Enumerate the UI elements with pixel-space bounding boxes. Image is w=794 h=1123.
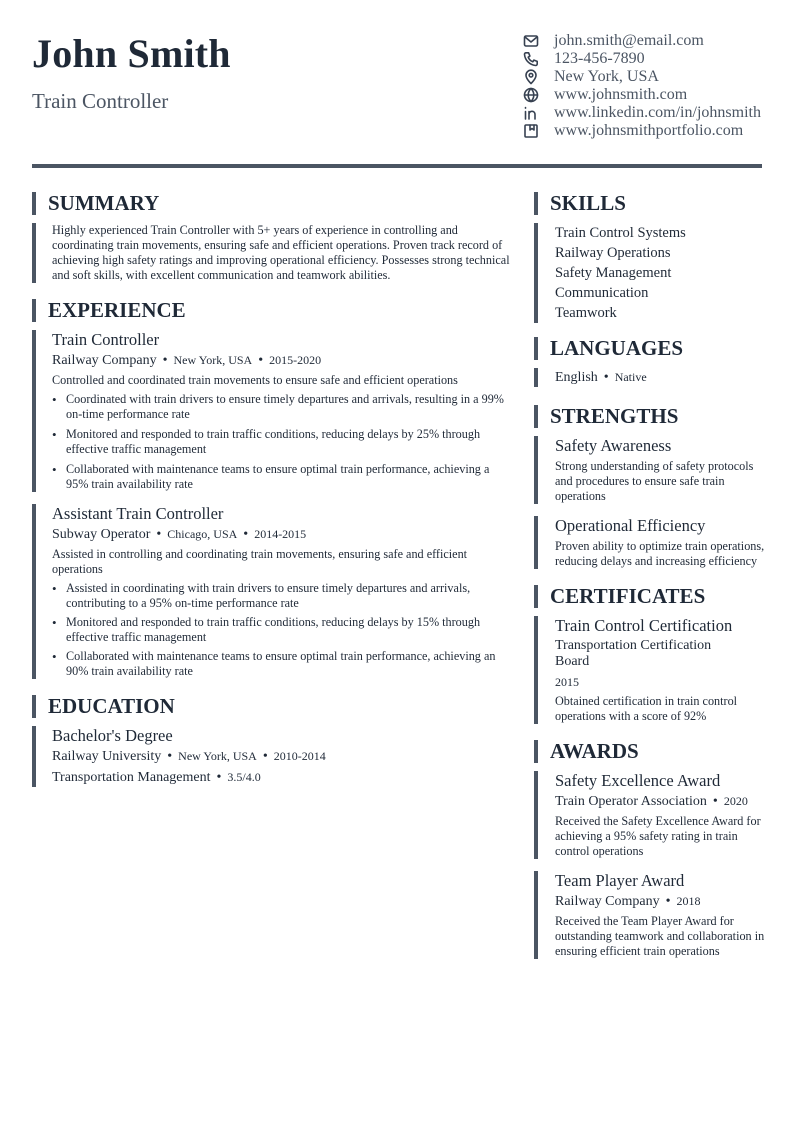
- portfolio-icon: [522, 123, 540, 139]
- strength-description: Strong understanding of safety protocols and procedures to ensure safe train operations: [555, 459, 754, 503]
- contact-website[interactable]: [522, 86, 767, 104]
- education-field-row: Transportation Management • 3.5/4.0: [52, 770, 261, 785]
- phone-icon: [522, 51, 540, 67]
- job-title: Train Controller: [52, 330, 160, 349]
- job-bullet: • Collaborated with maintenance teams to ensure optimal train performance, achieving a 95% train availability rate: [52, 462, 510, 492]
- contact-linkedin[interactable]: [522, 104, 767, 122]
- skill-item: Railway Operations: [555, 245, 671, 261]
- certificate-title: Train Control Certification: [555, 616, 733, 635]
- strength-description: Proven ability to optimize train operations, reducing delays and increasing efficiency: [555, 539, 765, 568]
- job-meta: Railway Company • New York, USA • 2015-2020: [52, 353, 322, 368]
- experience-heading: EXPERIENCE: [32, 299, 510, 322]
- award-year: 2020: [723, 794, 748, 808]
- experience-item: [32, 504, 510, 679]
- certificate-issuer: Transportation Certification Board: [555, 638, 712, 669]
- contact-list: [522, 32, 767, 140]
- gpa: 3.5/4.0: [227, 770, 261, 784]
- job-title: Assistant Train Controller: [52, 504, 224, 523]
- summary-heading: SUMMARY: [32, 192, 510, 215]
- award-issuer: Railway Company: [555, 894, 660, 909]
- job-bullet: • Monitored and responded to train traffic conditions, reducing delays by 15% through effective traffic management: [52, 615, 510, 645]
- school: Railway University: [52, 749, 162, 764]
- award-description: Received the Team Player Award for outstanding teamwork and collaboration in ensuring efficient train operations: [555, 914, 765, 958]
- skill-item: Train Control Systems: [555, 225, 686, 241]
- award-item: [534, 871, 766, 959]
- award-meta: Railway Company • 2018: [555, 894, 701, 909]
- strengths-heading: STRENGTHS: [534, 405, 766, 428]
- job-bullet: • Monitored and responded to train traffic conditions, reducing delays by 25% through effective traffic management: [52, 427, 510, 457]
- contact-phone-text: 123-456-7890: [554, 50, 645, 67]
- awards-heading: AWARDS: [534, 740, 766, 763]
- job-company: Railway Company: [52, 353, 157, 368]
- award-year: 2018: [676, 894, 701, 908]
- contact-location: [522, 68, 767, 86]
- skills-list: [534, 223, 766, 323]
- job-dates: 2015-2020: [269, 353, 322, 367]
- language-item: English • Native: [555, 370, 647, 385]
- candidate-name: John Smith: [32, 31, 231, 76]
- degree: Bachelor's Degree: [52, 726, 173, 745]
- school-location: New York, USA: [178, 749, 257, 763]
- strength-title: Operational Efficiency: [555, 516, 706, 535]
- language-name: English: [555, 370, 598, 385]
- skill-item: Safety Management: [555, 265, 672, 281]
- email-icon: [522, 33, 540, 49]
- award-meta: Train Operator Association • 2020: [555, 794, 748, 809]
- contact-linkedin-text: www.linkedin.com/in/johnsmith: [554, 104, 761, 121]
- job-location: New York, USA: [173, 353, 253, 367]
- job-description: Assisted in controlling and coordinating train movements, ensuring safe and efficient operations: [52, 547, 468, 576]
- job-description: Controlled and coordinated train movements to ensure safe and efficient operations: [52, 373, 458, 387]
- job-company: Subway Operator: [52, 527, 151, 542]
- certificate-year: 2015: [555, 675, 579, 689]
- candidate-title: Train Controller: [32, 89, 169, 113]
- skill-item: Teamwork: [555, 305, 617, 321]
- location-icon: [522, 69, 540, 85]
- language-level: Native: [614, 370, 647, 384]
- contact-phone[interactable]: [522, 50, 767, 68]
- resume-header: [32, 30, 762, 150]
- certificate-description: Obtained certification in train control operations with a score of 92%: [555, 694, 738, 723]
- job-meta: Subway Operator • Chicago, USA • 2014-2015: [52, 527, 307, 542]
- contact-portfolio[interactable]: [522, 122, 767, 140]
- right-column: [534, 192, 766, 959]
- summary-section: [32, 223, 510, 283]
- experience-item: [32, 330, 510, 492]
- job-bullets: [52, 392, 510, 492]
- education-heading: EDUCATION: [32, 695, 510, 718]
- award-item: [534, 771, 766, 859]
- skills-heading: SKILLS: [534, 192, 766, 215]
- award-title: Safety Excellence Award: [555, 771, 721, 790]
- languages-list: [534, 368, 766, 387]
- strength-item: [534, 516, 766, 569]
- award-issuer: Train Operator Association: [555, 794, 707, 809]
- contact-location-text: New York, USA: [554, 68, 659, 85]
- contact-website-text: www.johnsmith.com: [554, 86, 688, 103]
- certificate-item: [534, 616, 766, 724]
- certificates-heading: CERTIFICATES: [534, 585, 766, 608]
- job-dates: 2014-2015: [254, 527, 307, 541]
- strength-title: Safety Awareness: [555, 436, 672, 455]
- job-bullet: • Assisted in coordinating with train drivers to ensure timely departures and arrivals, contributing to a 95% on-time performance rate: [52, 581, 510, 611]
- globe-icon: [522, 87, 540, 103]
- languages-heading: LANGUAGES: [534, 337, 766, 360]
- contact-email[interactable]: [522, 32, 767, 50]
- strength-item: [534, 436, 766, 504]
- education-meta: Railway University • New York, USA • 2010-2014: [52, 749, 326, 764]
- job-bullet: • Collaborated with maintenance teams to ensure optimal train performance, achieving an 90% train availability rate: [52, 649, 510, 679]
- linkedin-icon: [522, 105, 540, 121]
- skill-item: Communication: [555, 285, 649, 301]
- job-bullet: • Coordinated with train drivers to ensure timely departures and arrivals, resulting in a 99% on-time performance rate: [52, 392, 510, 422]
- job-location: Chicago, USA: [167, 527, 238, 541]
- header-divider: [32, 164, 762, 168]
- field-of-study: Transportation Management: [52, 770, 211, 785]
- education-item: [32, 726, 510, 787]
- contact-email-text: john.smith@email.com: [554, 32, 704, 49]
- education-dates: 2010-2014: [273, 749, 326, 763]
- summary-text: Highly experienced Train Controller with 5+ years of experience in controlling and coordinating train movements, ensuring safe and efficient operations. Proven track record of achieving high safety ratings and improving operational efficiency. Possesses strong technical and soft skills, with excellent communication and teamwork abilities.: [52, 223, 510, 282]
- job-bullets: [52, 581, 510, 679]
- award-title: Team Player Award: [555, 871, 685, 890]
- contact-portfolio-text: www.johnsmithportfolio.com: [554, 122, 744, 139]
- award-description: Received the Safety Excellence Award for achieving a 95% safety rating in train control operations: [555, 814, 761, 858]
- left-column: [32, 192, 510, 787]
